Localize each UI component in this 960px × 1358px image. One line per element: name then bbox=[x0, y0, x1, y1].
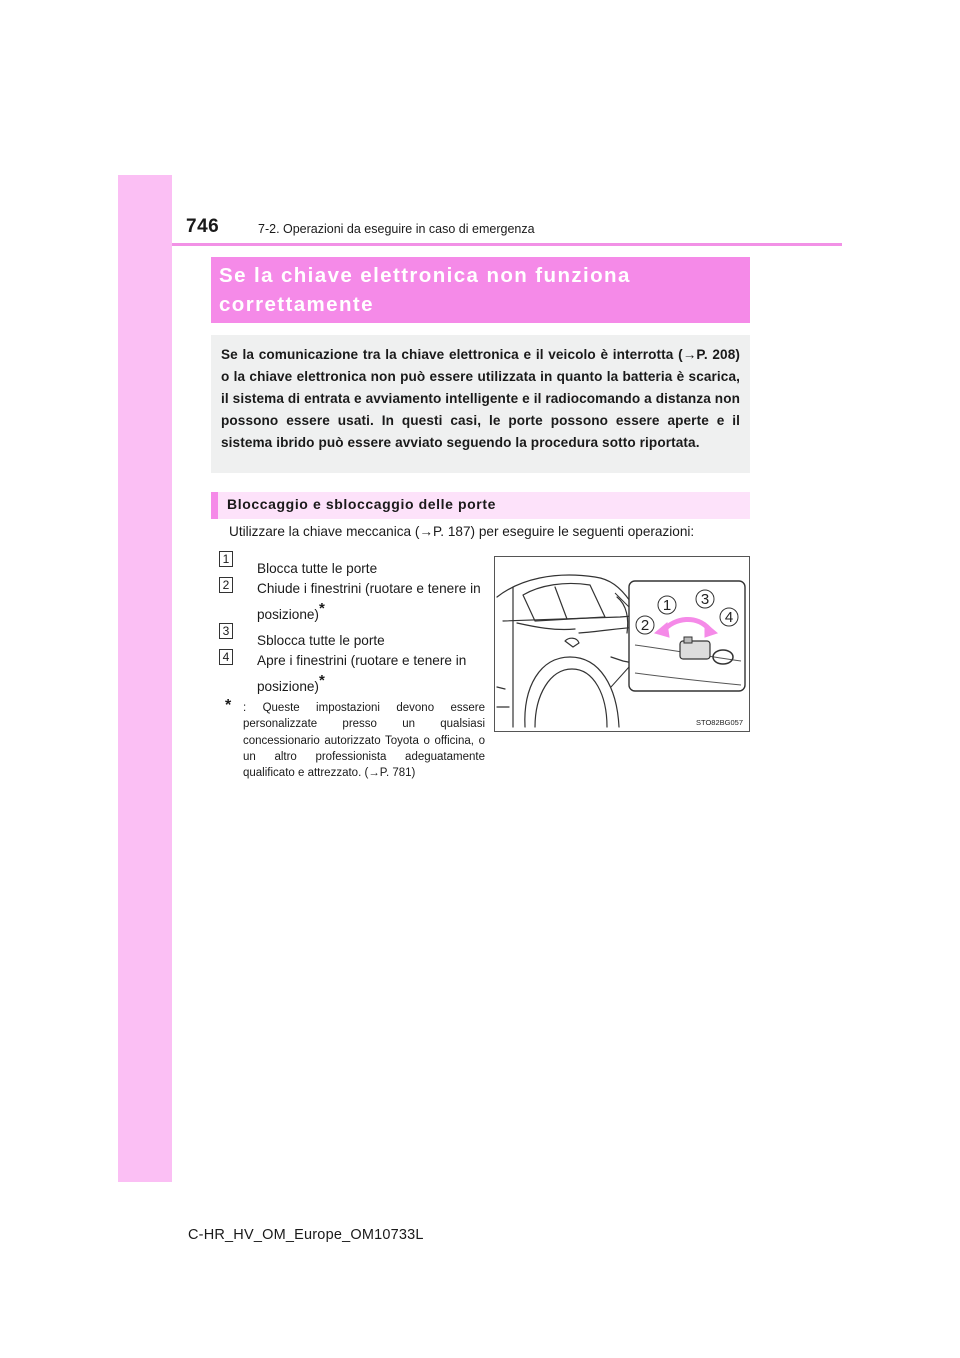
step-asterisk: * bbox=[318, 600, 325, 617]
step-item bbox=[219, 553, 484, 579]
callout-3: 3 bbox=[700, 591, 710, 608]
car-door-key-drawing bbox=[495, 557, 749, 731]
side-tab-band bbox=[118, 175, 172, 1182]
page-title-line-2: correttamente bbox=[219, 293, 374, 316]
callout-4: 4 bbox=[724, 609, 734, 626]
step-number: 4 bbox=[219, 649, 233, 665]
step-number: 3 bbox=[219, 623, 233, 639]
subheading-bar bbox=[211, 492, 750, 519]
page-title-line-1: Se la chiave elettronica non funziona bbox=[219, 264, 631, 287]
callout-2: 2 bbox=[640, 617, 650, 634]
step-text: Blocca tutte le porte bbox=[257, 561, 378, 576]
step-number: 1 bbox=[219, 551, 233, 567]
usage-instruction: Utilizzare la chiave meccanica (→P. 187) per eseguire le seguenti operazioni: bbox=[229, 524, 695, 539]
step-item bbox=[219, 625, 484, 651]
figure-code: STO82BG057 bbox=[696, 718, 743, 727]
step-item bbox=[219, 651, 484, 697]
subheading: Bloccaggio e sbloccaggio delle porte bbox=[227, 496, 496, 512]
step-text: Apre i finestrini (ruotare e tenere in posizione) bbox=[257, 653, 467, 694]
page-title bbox=[219, 261, 750, 319]
step-asterisk: * bbox=[318, 672, 325, 689]
magnified-inset bbox=[611, 581, 745, 691]
page-number: 746 bbox=[186, 216, 220, 237]
header-rule bbox=[172, 243, 842, 246]
footnote bbox=[225, 697, 485, 781]
section-title: 7-2. Operazioni da eseguire in caso di emergenza bbox=[258, 222, 535, 236]
callout-1: 1 bbox=[662, 597, 672, 614]
footnote-marker: * bbox=[225, 697, 232, 714]
intro-box bbox=[211, 335, 750, 473]
step-text: Sblocca tutte le porte bbox=[257, 633, 385, 648]
title-banner bbox=[211, 257, 750, 323]
step-text: Chiude i finestrini (ruotare e tenere in posizione) bbox=[257, 581, 481, 622]
footer-document-code: C-HR_HV_OM_Europe_OM10733L bbox=[188, 1227, 424, 1243]
key-illustration bbox=[494, 556, 750, 732]
step-item bbox=[219, 579, 484, 625]
intro-text: Se la comunicazione tra la chiave elettronica e il veicolo è interrotta (→P. 208) o la chiave elettronica non può essere utilizzata in quanto la batteria è scarica, il sistema di entrata e avviamento intelligente e il radiocomando a distanza non possono essere usati. In questi casi, le porte possono essere aperte e il sistema ibrido può essere avviato seguendo la procedura sotto riportata. bbox=[221, 347, 740, 450]
step-number: 2 bbox=[219, 577, 233, 593]
footnote-text: : Queste impostazioni devono essere personalizzate presso un qualsiasi concessionario autorizzato Toyota o officina, o un altro professionista adeguatamente qualificato e attrezzato. (→P. 781) bbox=[243, 702, 485, 780]
